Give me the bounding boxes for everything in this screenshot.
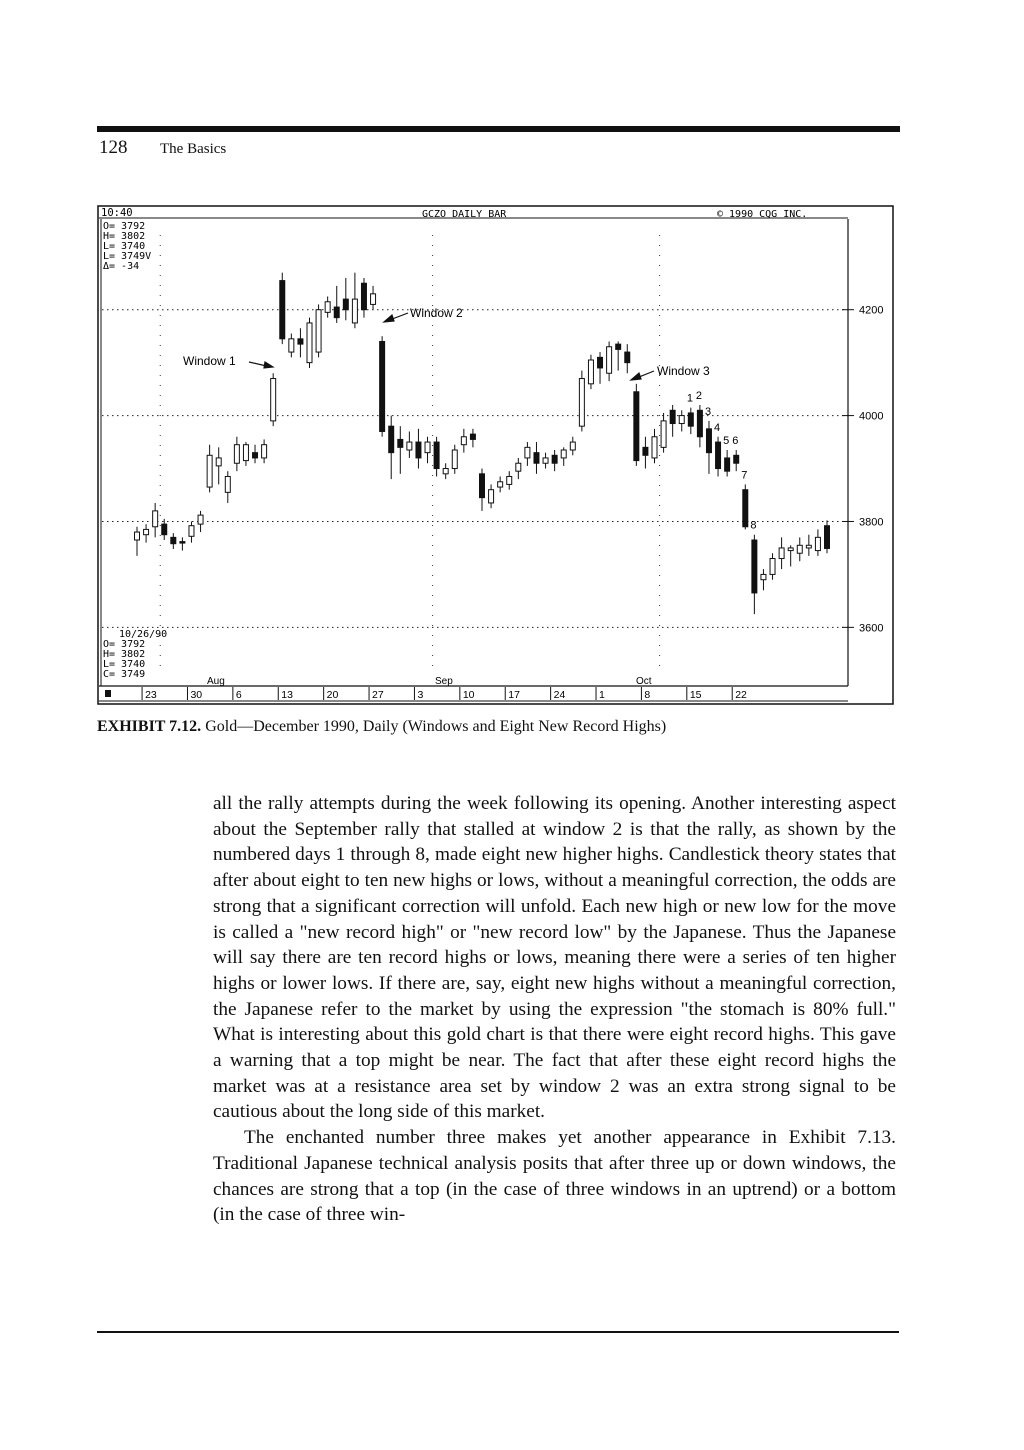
caption-exhibit: EXHIBIT 7.12. [97,718,202,735]
readout-high: H= 3802 [103,231,146,242]
chart-title: GCZO DAILY BAR [422,209,507,220]
date-tick-3: 3 [417,689,424,701]
candle [316,304,321,357]
window-2-arrow-head [384,315,394,322]
candle-body-white [243,445,248,461]
candle [752,535,757,614]
candle-body-white [234,445,239,464]
date-tick-1: 1 [599,689,605,701]
candle-body-white [579,379,584,427]
candle [398,426,403,474]
candle [298,328,303,357]
candle-body-white [815,537,820,550]
candle-body-black [389,426,394,452]
figure-caption [97,718,666,736]
candle [734,450,739,471]
window-1-arrow-head [264,362,273,368]
candle-body-white [570,442,575,450]
window-1-label: Window 1 [183,354,236,368]
candle-body-white [489,490,494,503]
bottom-rule [97,1331,899,1333]
candle-body-black [552,455,557,463]
candle [407,431,412,457]
candle [189,521,194,542]
candle [271,373,276,426]
candle [688,408,693,434]
readout-close-high: H= 3802 [103,649,146,660]
candle-body-black [470,434,475,439]
month-labels [207,676,652,687]
candle [262,439,267,463]
date-axis-marker [105,690,111,697]
candle [489,484,494,508]
candle [525,442,530,466]
candle-body-black [616,344,621,349]
candle-body-white [588,360,593,384]
top-readout [103,221,151,272]
candle [661,413,666,453]
candle [543,453,548,469]
candle-body-white [761,574,766,579]
candle [380,336,385,437]
candle-body-white [425,442,430,453]
candle [797,537,802,561]
candle [779,537,784,569]
candle-body-white [262,445,267,458]
candle [825,520,830,553]
candle-body-black [253,453,258,458]
candle-body-white [443,469,448,474]
candle [234,437,239,471]
candle [425,437,430,463]
candle [579,371,584,432]
candle [616,341,621,370]
section-title: The Basics [160,141,227,157]
caption-text: Gold—December 1990, Daily (Windows and Eight New Record Highs) [205,718,667,735]
candle-body-black [180,542,185,544]
candle [598,352,603,384]
candle-body-white [316,310,321,352]
candle-body-black [706,429,711,453]
candle [643,437,648,469]
month-label-oct: Oct [636,676,652,687]
candle-body-white [525,447,530,458]
candle [325,296,330,317]
candle-body-white [543,458,548,463]
candle-body-white [607,347,612,373]
window-3-arrow-head [631,373,641,380]
numbered-day-2: 2 [695,390,703,402]
candle [171,533,176,549]
date-tick-13: 13 [281,689,293,701]
candle-body-white [770,559,775,575]
candle [725,450,730,476]
candle-body-white [198,515,203,524]
candle-body-white [516,463,521,471]
candle [452,445,457,474]
candle [461,429,466,453]
candle [516,458,521,479]
chart-svg [97,205,894,705]
page-number: 128 [99,137,128,158]
candle-body-black [434,442,439,468]
candle [806,535,811,556]
chart-copyright: © 1990 CQG INC. [717,209,808,220]
candle-body-white [652,437,657,458]
candle-body-white [661,421,666,447]
candle [434,437,439,477]
readout-date: 10/26/90 [119,629,168,640]
candle-body-black [361,283,366,309]
candle [144,524,149,543]
candle [198,511,203,532]
candle-body-black [670,410,675,423]
candle [334,286,339,323]
readout-low: L= 3740 [103,241,146,252]
candle-body-white [325,302,330,313]
top-rule [97,126,900,132]
price-tick-labels [859,305,883,635]
candle [153,503,158,537]
candle [253,445,258,464]
candle [679,410,684,431]
candle [634,384,639,466]
candle [443,463,448,479]
candle-body-black [688,413,693,426]
candle [743,484,748,529]
candle [570,437,575,456]
candle-body-black [643,447,648,455]
candle-body-white [507,476,512,484]
candle [343,278,348,320]
date-tick-17: 17 [508,689,520,701]
candle [588,355,593,389]
bottom-readout [103,629,167,680]
candle [307,318,312,368]
candle-body-white [225,476,230,492]
price-tick-4000: 4000 [859,410,884,423]
candle [207,445,212,493]
candle [289,334,294,358]
candle-body-black [725,458,730,471]
candle-body-white [271,379,276,421]
paragraph-1: all the rally attempts during the week following its opening. Another interesting aspect about the September rally that stalled at window 2 is that the rally, as shown by the numbered days 1 through 8, made eight new higher highs. Candlestick theory states that after about eight to ten new highs or lows, without a meaningful correction, the odds are strong that a significant correction will unfold. Each new high or new low for the move is called a "new record high" or "new record low" by the Japanese. Thus the Japanese will say there are ten record highs or lows, meaning there were a series of ten higher highs or lower lows. If there are, say, eight new highs without a meaningful correction, the Japanese refer to the market by using the expression "the stomach is 80% full." What is interesting about this gold chart is that there were eight record highs. This gave a warning that a top might be near. The fact that after these eight record highs the market was at a resistance area set by window 2 was an extra strong signal to be cautious about the long side of this market. [213,793,896,1123]
candle [770,553,775,579]
candle [607,341,612,381]
candlestick-chart [97,205,894,705]
candle-body-white [144,529,149,534]
candle [507,471,512,490]
candle [280,273,285,344]
numbered-day-8: 8 [750,519,757,532]
candle-body-white [788,548,793,551]
candle-body-white [153,511,158,527]
candle-body-white [806,545,811,548]
chart-time: 10:40 [101,207,133,219]
candle-body-white [307,323,312,363]
candle [216,447,221,484]
paragraph-2: The enchanted number three makes yet another appearance in Exhibit 7.13. Traditional Japanese technical analysis posits that after three up or down windows, the chances are strong that a top (in the case of three windows in an uptrend) or a bottom (in the case of three win- [213,1127,896,1226]
candle-body-black [334,307,339,318]
date-tick-22: 22 [735,689,747,701]
candle [625,344,630,373]
candle [470,429,475,448]
candle [652,429,657,463]
candle-body-black [280,281,285,339]
candle-body-black [734,455,739,463]
candle-body-black [298,339,303,344]
readout-close: C= 3749 [103,669,146,680]
candle-body-white [289,339,294,352]
date-tick-8: 8 [644,689,651,701]
numbered-day-5: 5 [723,435,730,447]
date-tick-15: 15 [689,689,702,701]
candle [697,405,702,447]
candle [352,273,357,329]
candle-body-black [162,524,167,535]
candle-body-white [189,526,194,537]
date-tick-6: 6 [235,689,242,701]
numbered-day-4: 4 [714,421,721,434]
candle [162,519,167,540]
candle [389,416,394,480]
price-tick-4200: 4200 [859,304,884,317]
candle-body-white [679,416,684,424]
candle-body-black [480,474,485,498]
readout-last: L= 3749V [103,251,152,262]
candle [416,429,421,469]
candle [371,286,376,310]
price-tick-3800: 3800 [859,516,884,529]
candle-body-white [216,458,221,466]
date-tick-24: 24 [553,689,566,701]
candle-body-black [343,299,348,310]
candle-body-black [752,540,757,593]
readout-close-open: O= 3792 [103,639,146,650]
readout-delta: Δ= -34 [103,261,140,272]
candle [815,529,820,555]
window-3-label: Window 3 [657,364,710,378]
candle [552,450,557,471]
numbered-day-1: 1 [686,392,693,405]
candle [561,447,566,466]
candle [180,537,185,550]
candle-body-black [716,442,721,468]
candle [480,469,485,511]
candle [361,278,366,318]
window-annotations [183,306,710,378]
numbered-day-7: 7 [741,469,748,482]
readout-open: O= 3792 [103,221,146,232]
candle [534,442,539,474]
candle-body-black [380,341,385,431]
candle-body-white [797,545,802,553]
candle-body-white [498,482,503,487]
candle-body-white [207,455,212,487]
candle-body-white [352,299,357,323]
candle [716,437,721,477]
readout-close-low: L= 3740 [103,659,146,670]
candle [788,545,793,566]
candle-body-white [779,548,784,559]
month-label-sep: Sep [435,676,453,687]
month-label-aug: Aug [207,676,225,687]
date-tick-10: 10 [462,689,475,701]
chart-border [98,206,893,704]
date-tick-20: 20 [326,689,339,701]
candle-body-black [416,442,421,458]
candle-body-black [825,526,830,549]
candle-body-black [398,439,403,447]
candle-body-white [561,450,566,458]
date-tick-23: 23 [145,689,157,701]
candle-body-black [697,410,702,436]
candle [706,421,711,474]
candle-body-black [743,490,748,527]
body-text [213,791,896,1228]
date-tick-30: 30 [190,689,203,701]
candle [225,471,230,503]
candle-body-black [534,453,539,464]
candle [498,476,503,492]
candle-body-white [371,294,376,305]
numbered-day-6: 6 [732,435,739,447]
window-2-label: Window 2 [410,306,463,320]
candle-body-white [461,437,466,445]
date-tick-27: 27 [372,689,384,701]
numbered-day-3: 3 [704,405,712,418]
candle [243,442,248,466]
candle [670,405,675,437]
candle-body-black [634,392,639,461]
candle-body-white [407,442,412,450]
candle-body-white [452,450,457,469]
price-tick-3600: 3600 [859,622,884,635]
candle-body-black [598,357,603,368]
date-tick-labels [142,687,747,701]
candle [135,527,140,556]
candle-body-black [625,352,630,363]
candle-body-white [135,532,140,540]
candle-body-black [171,537,176,543]
candle [761,569,766,590]
